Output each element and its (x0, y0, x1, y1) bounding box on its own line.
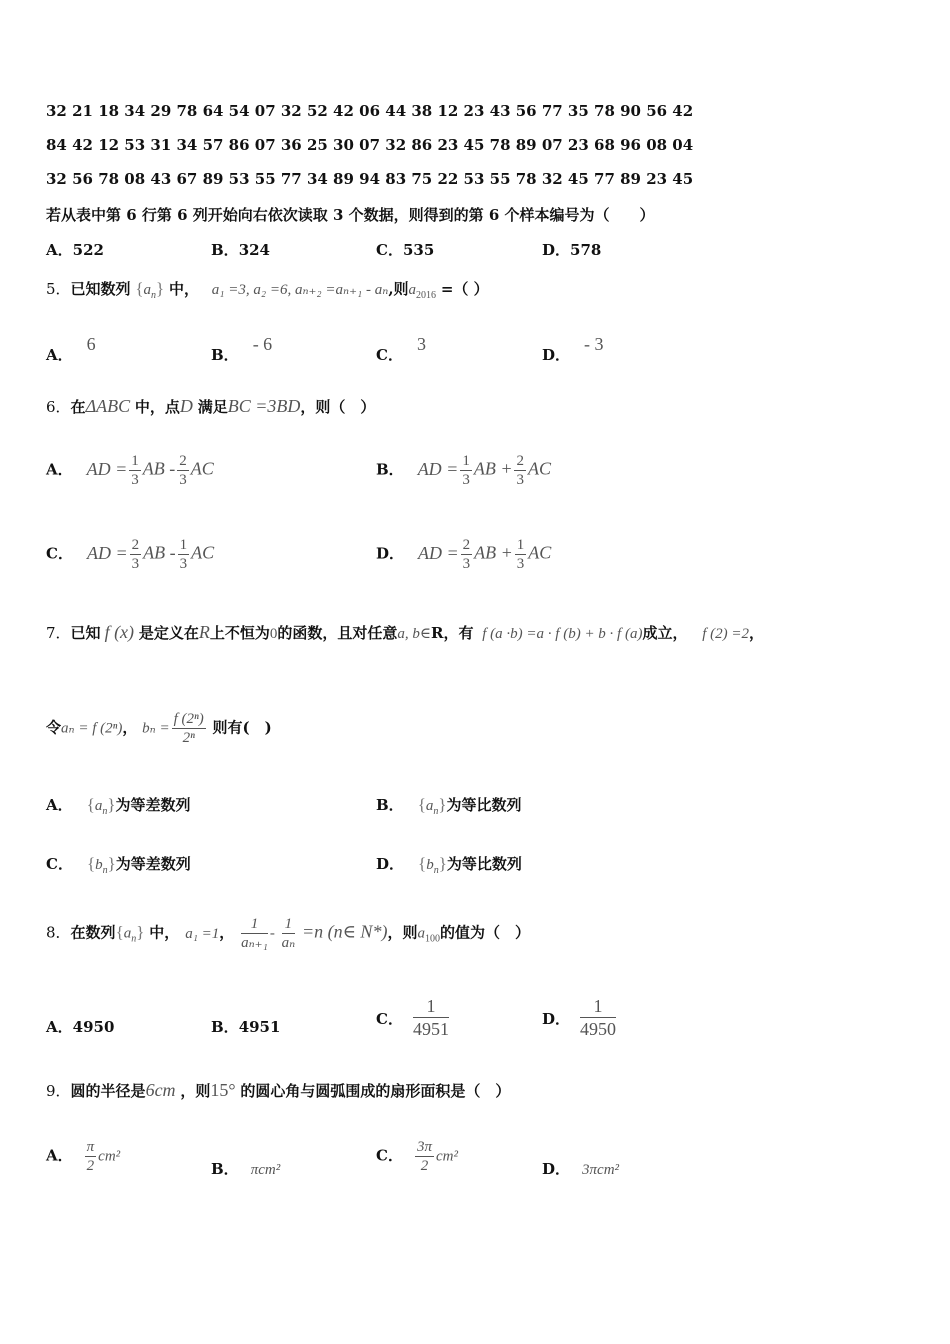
q5-option-a: A．6 (46, 334, 96, 364)
table-row: 84 42 12 53 31 34 57 86 07 36 25 30 07 32 86 23 45 78 89 07 23 68 96 08 04 (46, 136, 694, 154)
q7-option-b: B． $\{a_n\}$为等比数列 (376, 795, 522, 817)
q6-option-d: D． AD = $\frac{2}{3}$ AB + $\frac{1}{3}$ AC (376, 537, 552, 572)
question-9-stem: 9．圆的半径是6cm ，则15° 的圆心角与圆弧围成的扇形面积是（ ） (46, 1080, 511, 1100)
question-7-definitions: 令aₙ = f (2ⁿ)， bₙ = $\frac{\text{f (2ⁿ)}}{\text{2ⁿ}}$ 则有( ) (46, 711, 272, 746)
q4-option-a: A．522 (46, 241, 104, 259)
q6-option-b: B． AD = $\frac{1}{3}$ AB + $\frac{2}{3}$ AC (376, 453, 551, 488)
q7-option-c: C． $\{b_n\}$为等差数列 (46, 854, 191, 876)
table-row: 32 56 78 08 43 67 89 53 55 77 34 89 94 83 75 22 53 55 78 32 45 77 89 23 45 (46, 170, 694, 188)
q5-option-c: C．3 (376, 334, 426, 364)
q9-option-a: A． $\frac{\pi}{2}$ cm² (46, 1139, 121, 1174)
table-row: 32 21 18 34 29 78 64 54 07 32 52 42 06 44 38 12 23 43 56 77 35 78 90 56 42 (46, 102, 694, 120)
question-7-stem: 7．已知 f (x) 是定义在R上不恒为0的函数，且对任意a, b∈R，有 f (a ·b) =a · f (b) + b · f (a)成立， f (2) =2， (46, 622, 765, 642)
q4-option-b: B．324 (211, 241, 270, 259)
q6-option-a: A． AD = $\frac{1}{3}$ AB - $\frac{2}{3}$ AC (46, 453, 214, 488)
question-8-stem: 8．在数列$\{a_n\}$ 中， a₁ =1， $\frac{1}{\text{aₙ₊₁}}$ - $\frac{1}{\text{aₙ}}$ =n (n∈ N*)，则$a_{100}$的值为（ ） (46, 916, 530, 951)
q8-option-b: B．4951 (211, 1018, 281, 1036)
q9-option-d: D． 3πcm² (542, 1160, 620, 1178)
q7-option-d: D． $\{b_n\}$为等比数列 (376, 854, 522, 876)
q8-option-c: C． $\frac{1}{4951}$ (376, 996, 449, 1039)
q6-option-c: C． AD = $\frac{2}{3}$ AB - $\frac{1}{3}$ AC (46, 537, 215, 572)
q4-option-d: D．578 (542, 241, 602, 259)
q8-option-a: A．4950 (46, 1018, 115, 1036)
q9-option-b: B． πcm² (211, 1160, 281, 1178)
q5-option-b: B．- 6 (211, 334, 273, 364)
question-6-stem: 6．在ΔABC 中，点D 满足BC =3BD，则（ ） (46, 396, 376, 416)
q8-option-d: D． $\frac{1}{4950}$ (542, 996, 617, 1039)
q5-option-d: D．- 3 (542, 334, 604, 364)
q7-option-a: A． $\{a_n\}$为等差数列 (46, 795, 191, 817)
question-4-stem: 若从表中第 6 行第 6 列开始向右依次读取 3 个数据，则得到的第 6 个样本编号为（ ） (46, 206, 655, 224)
q9-option-c: C． $\frac{3\pi}{2}$ cm² (376, 1139, 458, 1174)
question-5-stem: 5．已知数列 $\{a_n\}$ 中， a₁ =3, a₂ =6, aₙ₊₂ =aₙ₊₁ - aₙ,则$a_{2016}$ =（ ） (46, 279, 489, 301)
q4-option-c: C．535 (376, 241, 435, 259)
